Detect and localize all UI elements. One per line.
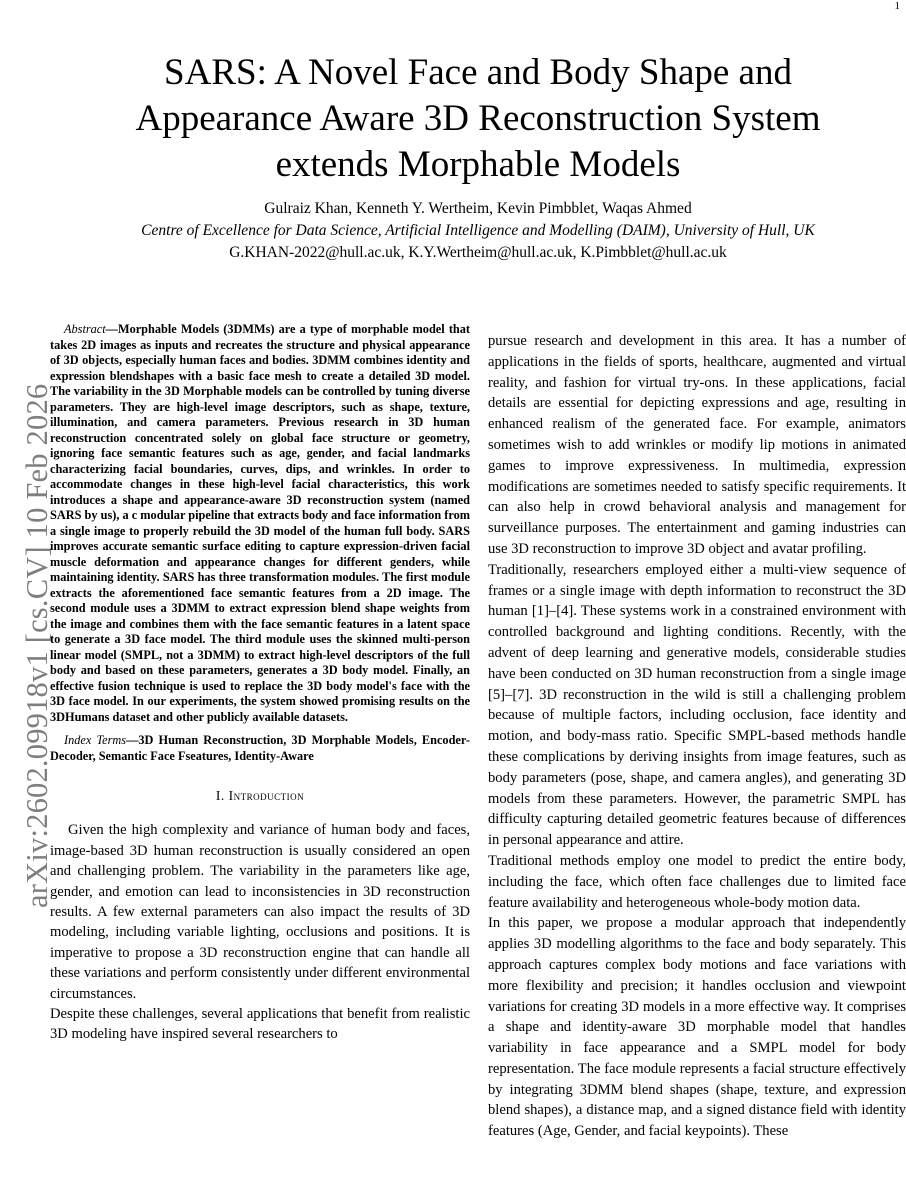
body-paragraph: Given the high complexity and variance of human body and faces, image-based 3D human reconstruction is usually considered an open and challenging problem. The variability in the parameters like age, gender, and emotion can lead to inconsistencies in 3D reconstruction results. A few external parameters can also impact the results of 3D modeling, including variable lighting, occlusions and positions. It is imperative to propose a 3D reconstruction engine that can handle all these variations and perform consistently under different environmental circumstances. xyxy=(50,822,470,1002)
right-column xyxy=(488,331,906,1142)
title-line: Appearance Aware 3D Reconstruction System xyxy=(135,98,821,139)
left-column xyxy=(50,322,470,1045)
page-number: 1 xyxy=(894,0,900,12)
body-paragraph: Despite these challenges, several applications that benefit from realistic 3D modeling have inspired several researchers to xyxy=(50,1006,470,1043)
affiliation: Centre of Excellence for Data Science, Artificial Intelligence and Modelling (DAIM), University of Hull, UK xyxy=(141,222,815,239)
abstract-label: Abstract xyxy=(64,322,106,336)
body-paragraph: In this paper, we propose a modular approach that independently applies 3D modelling algorithms to the face and body separately. This approach captures complex body motions and face variations with more flexibility and precision; it handles occlusion and viewpoint variations for creating 3D models in a more effective way. It comprises a shape and identity-aware 3D morphable model that handles variability in face appearance and a SMPL model for body representation. The face module represents a facial structure effectively by integrating 3DMM blend shapes (shape, texture, and expression blend shapes), a distance map, and a signed distance field with identity features (Age, Gender, and facial keypoints). These xyxy=(488,915,906,1140)
arxiv-stamp: arXiv:2602.09918v1 [cs.CV] 10 Feb 2026 xyxy=(20,383,54,908)
body-paragraph: Traditional methods employ one model to predict the entire body, including the face, which often face challenges due to limited face feature availability and heterogeneous whole-body motion data. xyxy=(488,852,906,911)
index-terms xyxy=(50,733,470,764)
index-terms-text: —3D Human Reconstruction, 3D Morphable Models, Encoder-Decoder, Semantic Face Fseatures, Identity-Aware xyxy=(50,733,470,763)
body-paragraph: Traditionally, researchers employed either a multi-view sequence of frames or a single image with depth information to reconstruct the 3D human [1]–[4]. These systems work in a constrained environment with controlled background and lighting conditions. Recently, with the advent of deep learning and generative models, considerable studies have been conducted on 3D human reconstruction from a single image [5]–[7]. 3D reconstruction in the wild is still a challenging problem because of multiple factors, including occlusion, face identity and motion, and body-mass ratio. Specific SMPL-based methods handle these complications by deriving insights from image features, such as body parameters (pose, shape, and camera angles), and generating 3D models from these parameters. However, the parametric SMPL has difficulty capturing detailed geometric features because of differences in personal appearance and attire. xyxy=(488,561,906,849)
paper-title xyxy=(70,50,886,188)
author-block xyxy=(70,198,886,264)
section-heading: I. Introduction xyxy=(215,788,305,803)
author-names: Gulraiz Khan, Kenneth Y. Wertheim, Kevin Pimbblet, Waqas Ahmed xyxy=(264,200,692,217)
author-emails: G.KHAN-2022@hull.ac.uk, K.Y.Wertheim@hull.ac.uk, K.Pimbblet@hull.ac.uk xyxy=(229,244,727,261)
abstract xyxy=(50,322,470,725)
index-terms-label: Index Terms xyxy=(64,733,127,747)
body-paragraph: pursue research and development in this area. It has a number of applications in the fields of sports, healthcare, augmented and virtual reality, and fashion for virtual try-ons. In these applications, facial details are essential for depicting expressions and age, resulting in enhanced realism of the generated face. For example, animators sometimes wish to add wrinkles or modify lip motions in animated games to improve expressiveness. In multimedia, expression modifications are sometimes needed to satisfy specific requirements. It can also help in crowd behavioral analysis and management for surveillance purposes. The entertainment and gaming industries can use 3D reconstruction to improve 3D object and avatar profiling. xyxy=(488,333,906,557)
title-line: extends Morphable Models xyxy=(275,144,681,185)
abstract-text: —Morphable Models (3DMMs) are a type of morphable model that takes 2D images as inputs and recreates the structure and physical appearance of 3D objects, especially human faces and bodies. 3DMM combines identity and expression blendshapes with a basic face mesh to create a detailed 3D model. The variability in the 3D Morphable models can be controlled by tuning diverse parameters. They are high-level image descriptors, such as shape, texture, illumination, and camera parameters. Previous research in 3D human reconstruction concentrated solely on global face structure or geometry, ignoring face semantic features such as age, gender, and facial landmarks characterizing facial boundaries, curves, dips, and wrinkles. In order to accommodate changes in these high-level facial characteristics, this work introduces a shape and appearance-aware 3D reconstruction system (named SARS by us), a c modular pipeline that extracts body and face information from a single image to properly rebuild the 3D model of the human full body. SARS improves accurate semantic surface editing to capture expression-driven facial muscle deformation and appearance changes for different genders, while maintaining identity. SARS has three transformation modules. The first module extracts the aforementioned face semantic features from a 2D image. The second module uses a 3DMM to extract expression blend shape weights from the image and combines them with the face semantic features in a latent space to generate a 3D face model. The third module uses the skinned multi-person linear model (SMPL, not a 3DMM) to extract high-level descriptors of the full body and based on these parameters, generates a 3D body model. Finally, an effective fusion technique is used to replace the 3D body model's face with the 3D face model. In our experiments, the system showed promising results on the 3DHumans dataset and other publicly available datasets. xyxy=(50,322,470,724)
title-line: SARS: A Novel Face and Body Shape and xyxy=(164,52,792,93)
